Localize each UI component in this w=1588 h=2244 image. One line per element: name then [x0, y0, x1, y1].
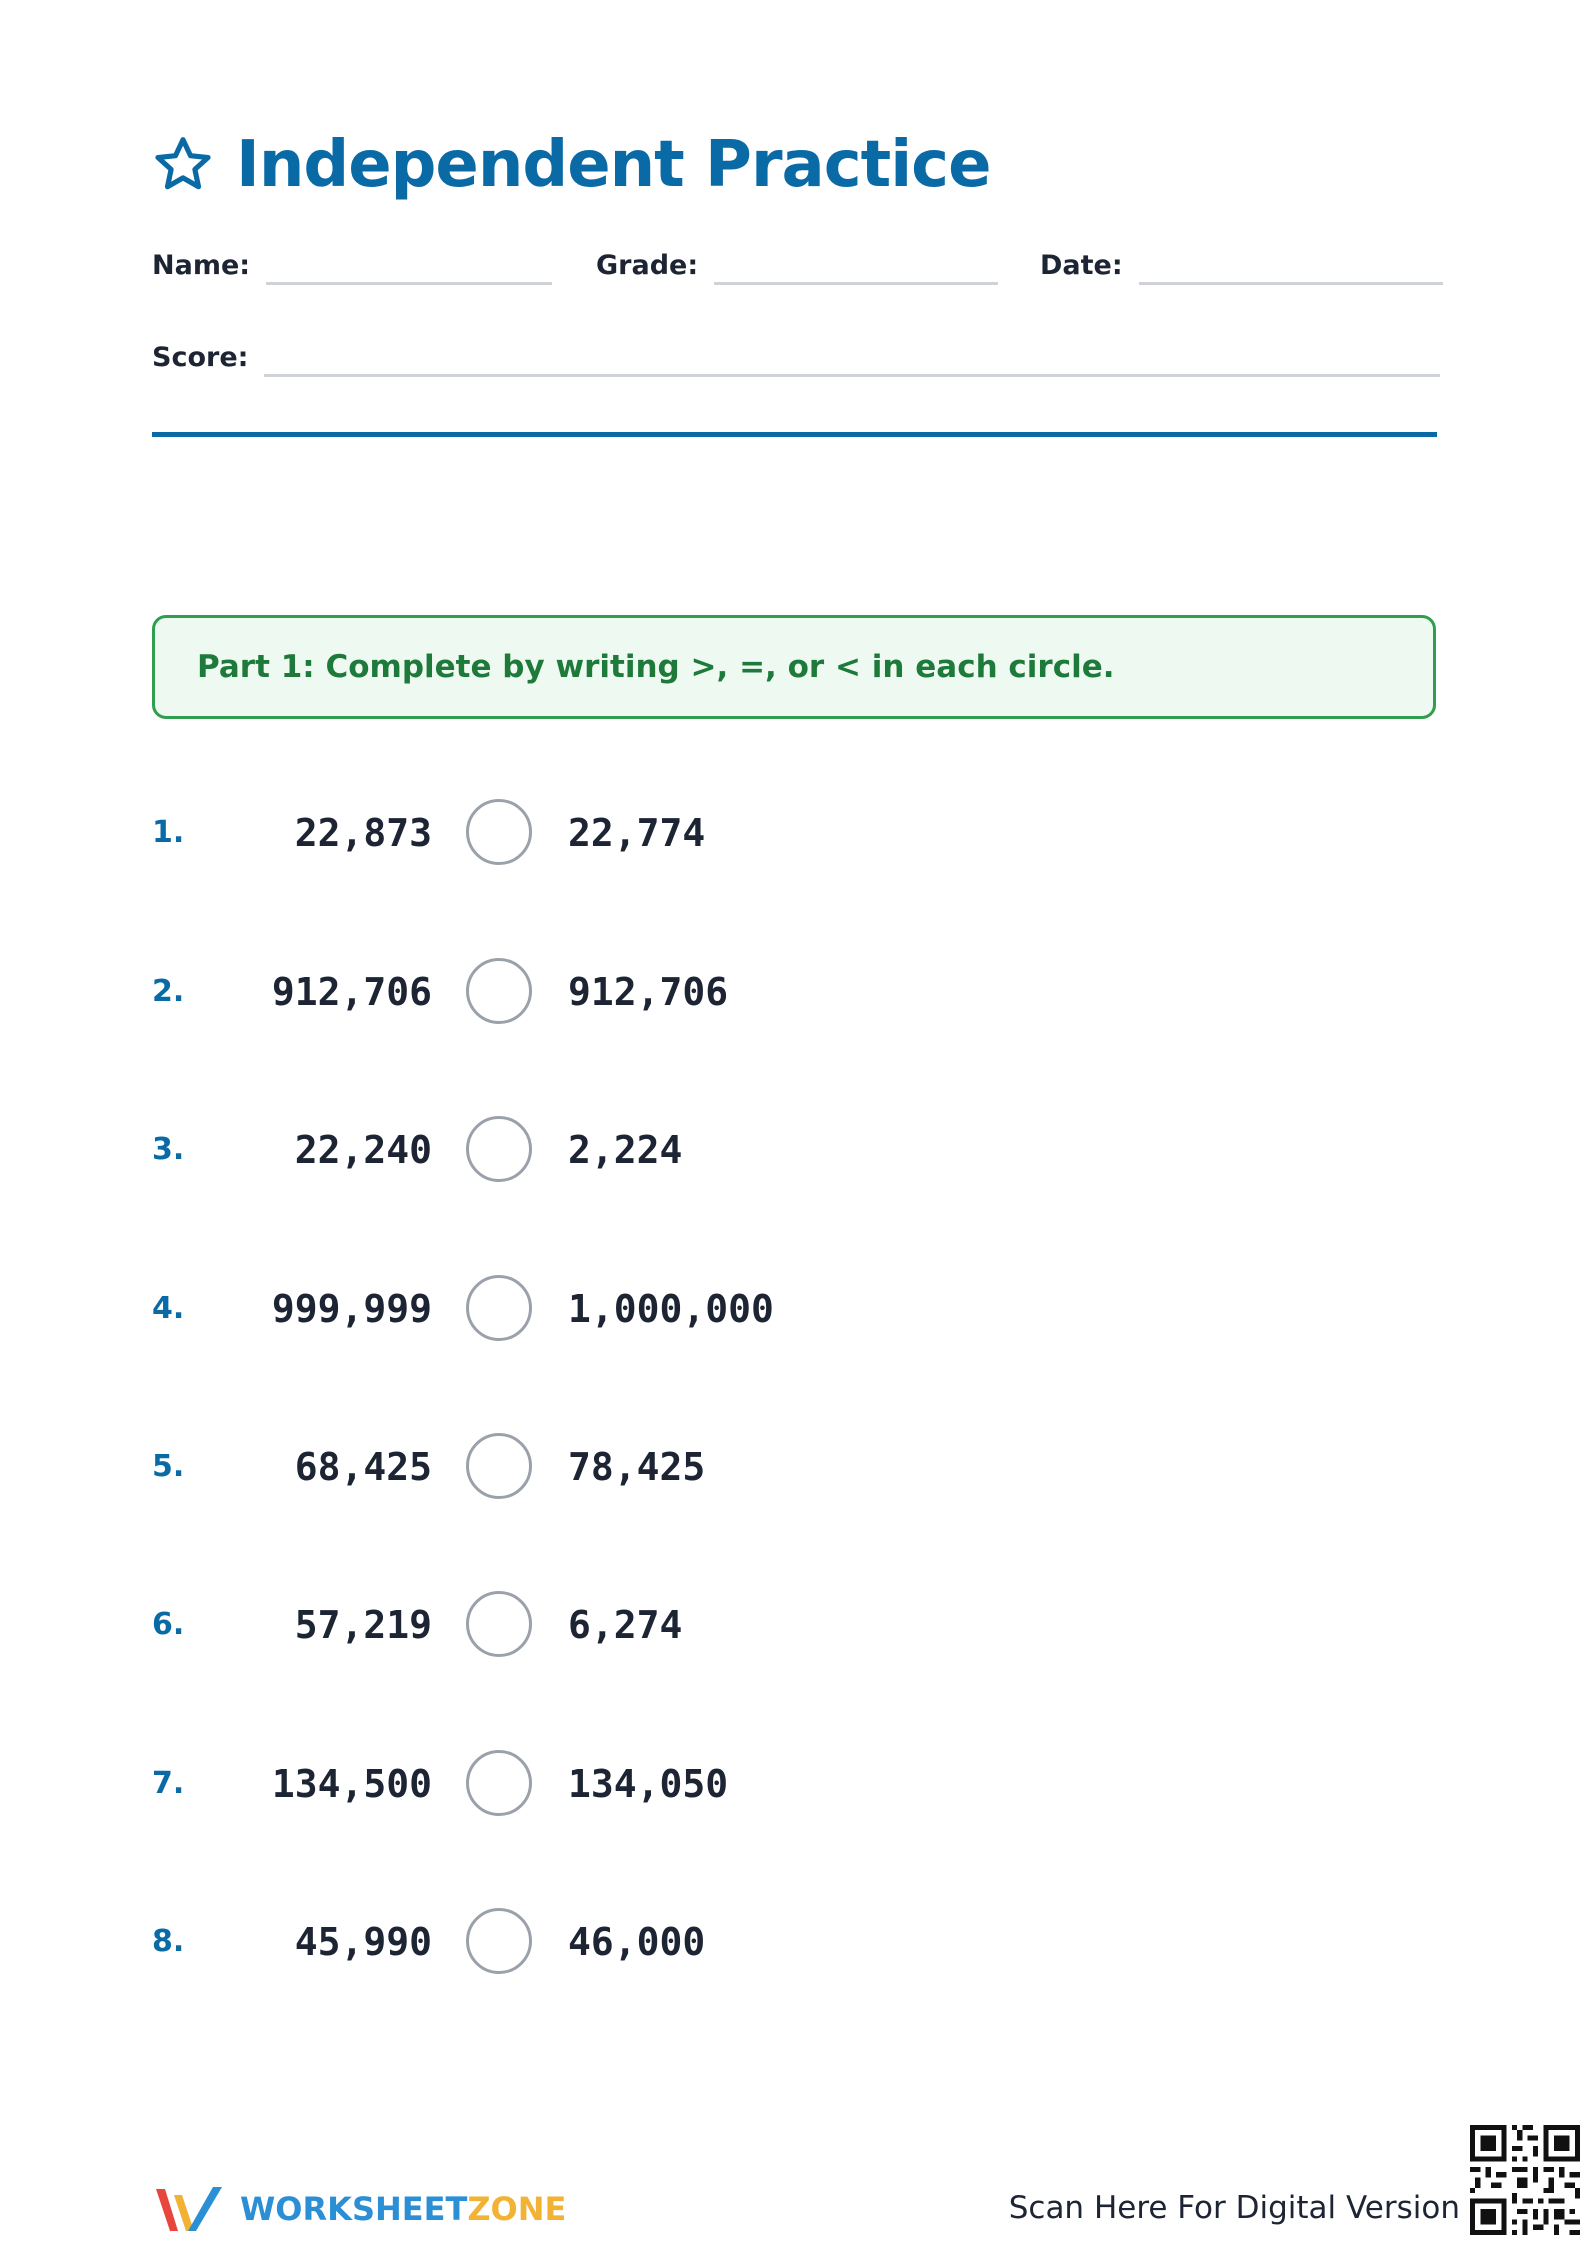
right-number: 1,000,000 [568, 1287, 774, 1331]
problem-row [0, 955, 900, 1035]
name-label: Name: [152, 250, 251, 281]
left-number: 22,873 [294, 811, 432, 855]
left-number: 68,425 [294, 1445, 432, 1489]
right-number: 6,274 [568, 1603, 683, 1647]
problem-number: 6. [152, 1607, 185, 1642]
problem-row [0, 1113, 900, 1193]
grade-label: Grade: [596, 250, 699, 281]
answer-circle[interactable] [466, 1591, 532, 1657]
brand-text-worksheet: WORKSHEET [240, 2190, 468, 2228]
right-number: 912,706 [568, 970, 729, 1014]
left-number: 912,706 [271, 970, 432, 1014]
score-label: Score: [152, 342, 249, 373]
qr-code-icon[interactable] [1470, 2125, 1580, 2235]
problem-number: 7. [152, 1766, 185, 1801]
left-number: 22,240 [294, 1128, 432, 1172]
right-number: 22,774 [568, 811, 706, 855]
answer-circle[interactable] [466, 1275, 532, 1341]
date-label: Date: [1040, 250, 1123, 281]
star-outline-icon [152, 134, 214, 196]
grade-field[interactable] [596, 252, 998, 285]
answer-circle[interactable] [466, 1116, 532, 1182]
problem-number: 8. [152, 1924, 185, 1959]
instruction-box [152, 615, 1436, 719]
right-number: 78,425 [568, 1445, 706, 1489]
name-field[interactable] [152, 252, 552, 285]
date-line[interactable] [1139, 282, 1443, 285]
answer-circle[interactable] [466, 958, 532, 1024]
problem-row [0, 1588, 900, 1668]
answer-circle[interactable] [466, 799, 532, 865]
problem-row [0, 1747, 900, 1827]
grade-line[interactable] [714, 282, 998, 285]
brand-logo [152, 2180, 566, 2238]
problem-row [0, 1430, 900, 1510]
problem-row [0, 1905, 900, 1985]
right-number: 134,050 [568, 1762, 729, 1806]
name-line[interactable] [266, 282, 552, 285]
score-line[interactable] [264, 374, 1440, 377]
instruction-text: Part 1: Complete by writing >, =, or < in each circle. [197, 649, 1115, 685]
left-number: 134,500 [271, 1762, 432, 1806]
problem-row [0, 1272, 900, 1352]
answer-circle[interactable] [466, 1908, 532, 1974]
header-divider [152, 432, 1437, 437]
left-number: 57,219 [294, 1603, 432, 1647]
problem-number: 1. [152, 815, 185, 850]
left-number: 999,999 [271, 1287, 432, 1331]
problem-number: 2. [152, 974, 185, 1009]
right-number: 46,000 [568, 1920, 706, 1964]
answer-circle[interactable] [466, 1750, 532, 1816]
worksheetzone-logo-icon [152, 2181, 226, 2237]
scan-text: Scan Here For Digital Version [1008, 2190, 1460, 2226]
date-field[interactable] [1040, 252, 1443, 285]
title-row [152, 120, 991, 210]
left-number: 45,990 [294, 1920, 432, 1964]
score-field[interactable] [152, 344, 1440, 377]
page-title: Independent Practice [236, 128, 991, 202]
right-number: 2,224 [568, 1128, 683, 1172]
problem-number: 4. [152, 1291, 185, 1326]
problem-row [0, 796, 900, 876]
problem-number: 3. [152, 1132, 185, 1167]
answer-circle[interactable] [466, 1433, 532, 1499]
brand-text-zone: ZONE [467, 2190, 567, 2228]
problem-number: 5. [152, 1449, 185, 1484]
